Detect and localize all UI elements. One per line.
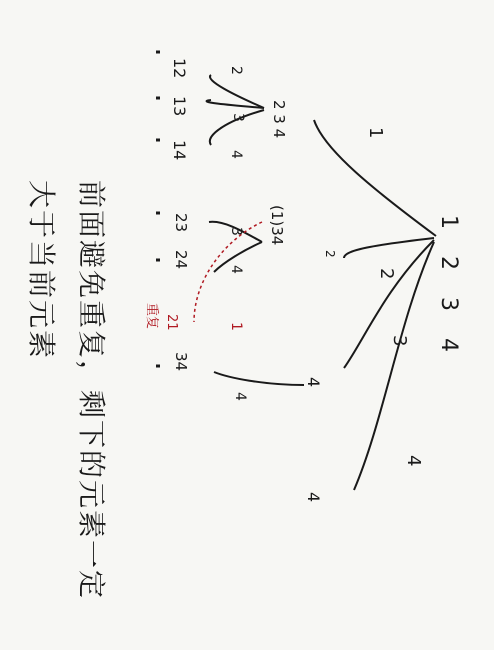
leaf-14: 14 <box>170 140 189 161</box>
branch-1 <box>156 52 288 160</box>
root-edges <box>314 120 436 490</box>
edge-3-4 <box>214 372 304 385</box>
edge-label-2: 2 <box>376 268 397 280</box>
note-line-2: 大于当前元素 <box>25 180 58 361</box>
edge-1-2-label: 2 <box>228 66 244 75</box>
leaf-21-crossed: 21 <box>164 314 179 331</box>
leaf-13: 13 <box>170 96 189 117</box>
root-label: 1 2 3 4 <box>436 215 461 362</box>
edge-1-3-label: 3 <box>230 113 246 122</box>
edge-label-1: 1 <box>365 127 386 139</box>
branch-3 <box>156 352 323 401</box>
branch-2 <box>144 205 337 331</box>
note-line-1: 前面避免重复，剩下的元素一定 <box>75 180 108 601</box>
branch-2-node-label: (1)34 <box>268 205 286 246</box>
leaf-12: 12 <box>170 58 189 79</box>
edge-label-3: 3 <box>389 335 410 347</box>
edge-root-3 <box>344 240 434 368</box>
leaf-23: 23 <box>172 213 190 233</box>
edge-2-4-label: 4 <box>228 265 244 274</box>
duplicate-mark: 重复 <box>144 303 159 330</box>
edge-2-1-label: 1 <box>228 322 244 331</box>
branch-1-node-label: 2 3 4 <box>270 100 288 139</box>
branch-4-node-label: 4 <box>304 492 323 503</box>
edge-label-4: 4 <box>403 455 424 467</box>
leaf-24: 24 <box>172 250 190 270</box>
edge-1-4-label: 4 <box>228 150 244 159</box>
branch-3-node-label: 4 <box>304 377 323 388</box>
edge-2-3-label: 3 <box>228 227 244 236</box>
edge-3-4-label: 4 <box>232 392 248 401</box>
leaf-34: 34 <box>172 352 190 372</box>
tree-diagram <box>25 52 461 600</box>
branch-2-edge-mark: 2 <box>323 250 337 258</box>
